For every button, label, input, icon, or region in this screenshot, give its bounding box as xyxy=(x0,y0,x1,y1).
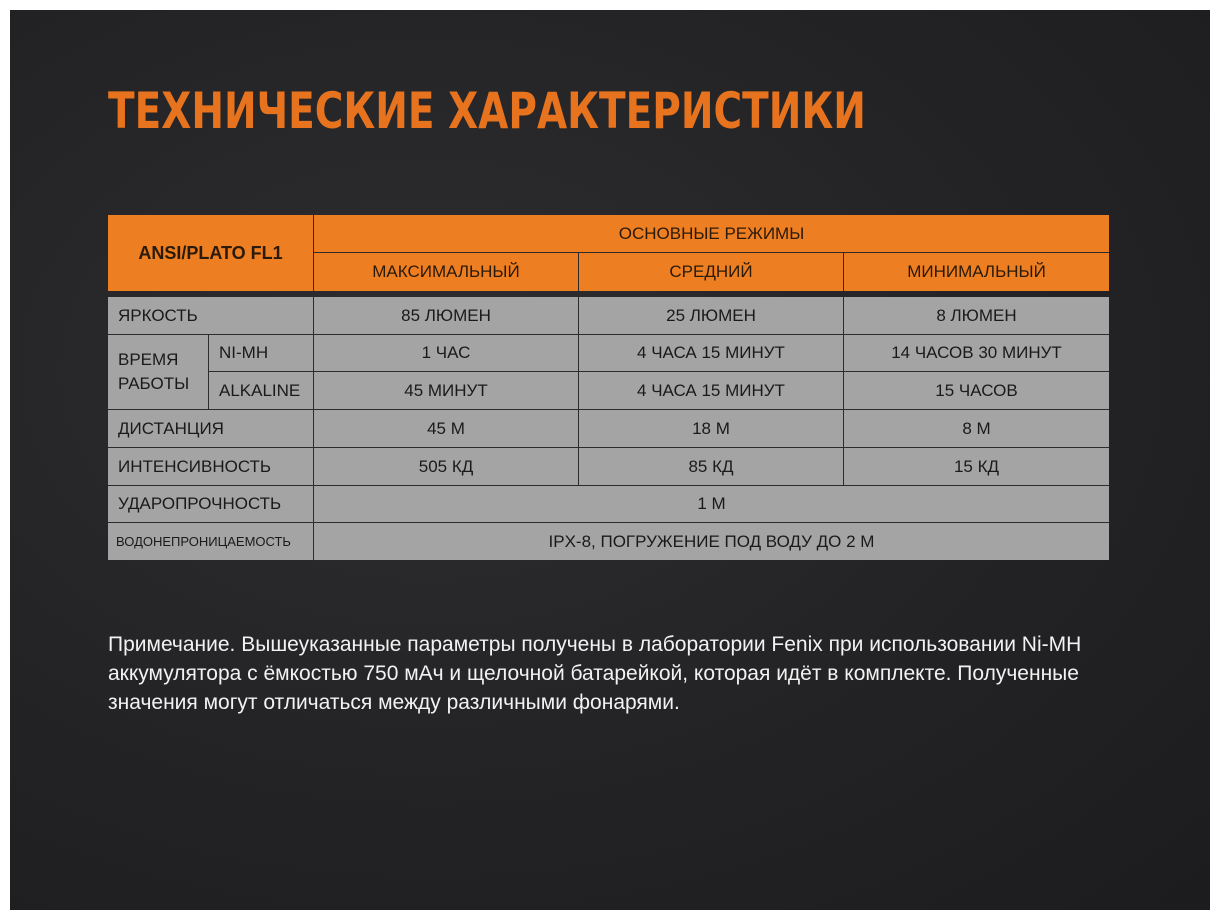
table-cell: 505 КД xyxy=(314,448,579,486)
table-cell: 4 ЧАСА 15 МИНУТ xyxy=(579,335,844,372)
table-cell: 15 КД xyxy=(844,448,1109,486)
table-cell: 18 М xyxy=(579,410,844,448)
row-label: ИНТЕНСИВНОСТЬ xyxy=(108,448,314,486)
table-row-runtime xyxy=(108,335,1109,410)
row-label: ДИСТАНЦИЯ xyxy=(108,410,314,448)
table-cell: 15 ЧАСОВ xyxy=(844,372,1109,410)
table-cell: 4 ЧАСА 15 МИНУТ xyxy=(579,372,844,410)
sub-label-nimh: NI-MH xyxy=(209,335,314,372)
table-cell: IPX-8, ПОГРУЖЕНИЕ ПОД ВОДУ ДО 2 М xyxy=(314,523,1109,560)
row-label: ЯРКОСТЬ xyxy=(108,297,314,335)
row-label: ВОДОНЕПРОНИЦАЕМОСТЬ xyxy=(108,523,314,560)
mode-header-min: МИНИМАЛЬНЫЙ xyxy=(844,253,1109,291)
table-row xyxy=(108,297,1109,335)
table-header xyxy=(108,215,1109,291)
group-header-cell: ОСНОВНЫЕ РЕЖИМЫ xyxy=(314,215,1109,253)
footnote: Примечание. Вышеуказанные параметры получены в лаборатории Fenix при использовании Ni-MH аккумулятора с ёмкостью 750 мАч и щелочной батарейкой, которая идёт в комплекте. Полученные значения могут отличаться между различными фонарями. xyxy=(108,633,1082,714)
table-cell: 85 КД xyxy=(579,448,844,486)
table-row xyxy=(108,486,1109,523)
mode-header-mid: СРЕДНИЙ xyxy=(579,253,844,291)
table-row xyxy=(108,448,1109,486)
table-cell: 1 ЧАС xyxy=(314,335,579,372)
table-cell: 1 М xyxy=(314,486,1109,523)
table-row xyxy=(108,410,1109,448)
table-cell: 8 ЛЮМЕН xyxy=(844,297,1109,335)
table-cell: 45 М xyxy=(314,410,579,448)
page-title: ТЕХНИЧЕСКИЕ ХАРАКТЕРИСТИКИ xyxy=(108,82,866,140)
runtime-label-line2: РАБОТЫ xyxy=(118,374,190,393)
row-label-runtime xyxy=(108,335,209,410)
mode-header-max: МАКСИМАЛЬНЫЙ xyxy=(314,253,579,291)
corner-cell: ANSI/PLATO FL1 xyxy=(108,215,314,291)
table-cell: 25 ЛЮМЕН xyxy=(579,297,844,335)
table-cell: 8 М xyxy=(844,410,1109,448)
row-label: УДАРОПРОЧНОСТЬ xyxy=(108,486,314,523)
table-cell: 85 ЛЮМЕН xyxy=(314,297,579,335)
sub-label-alkaline: ALKALINE xyxy=(209,372,314,410)
table-cell: 45 МИНУТ xyxy=(314,372,579,410)
table-row xyxy=(108,523,1109,560)
runtime-label-line1: ВРЕМЯ xyxy=(118,350,179,369)
table-cell: 14 ЧАСОВ 30 МИНУТ xyxy=(844,335,1109,372)
